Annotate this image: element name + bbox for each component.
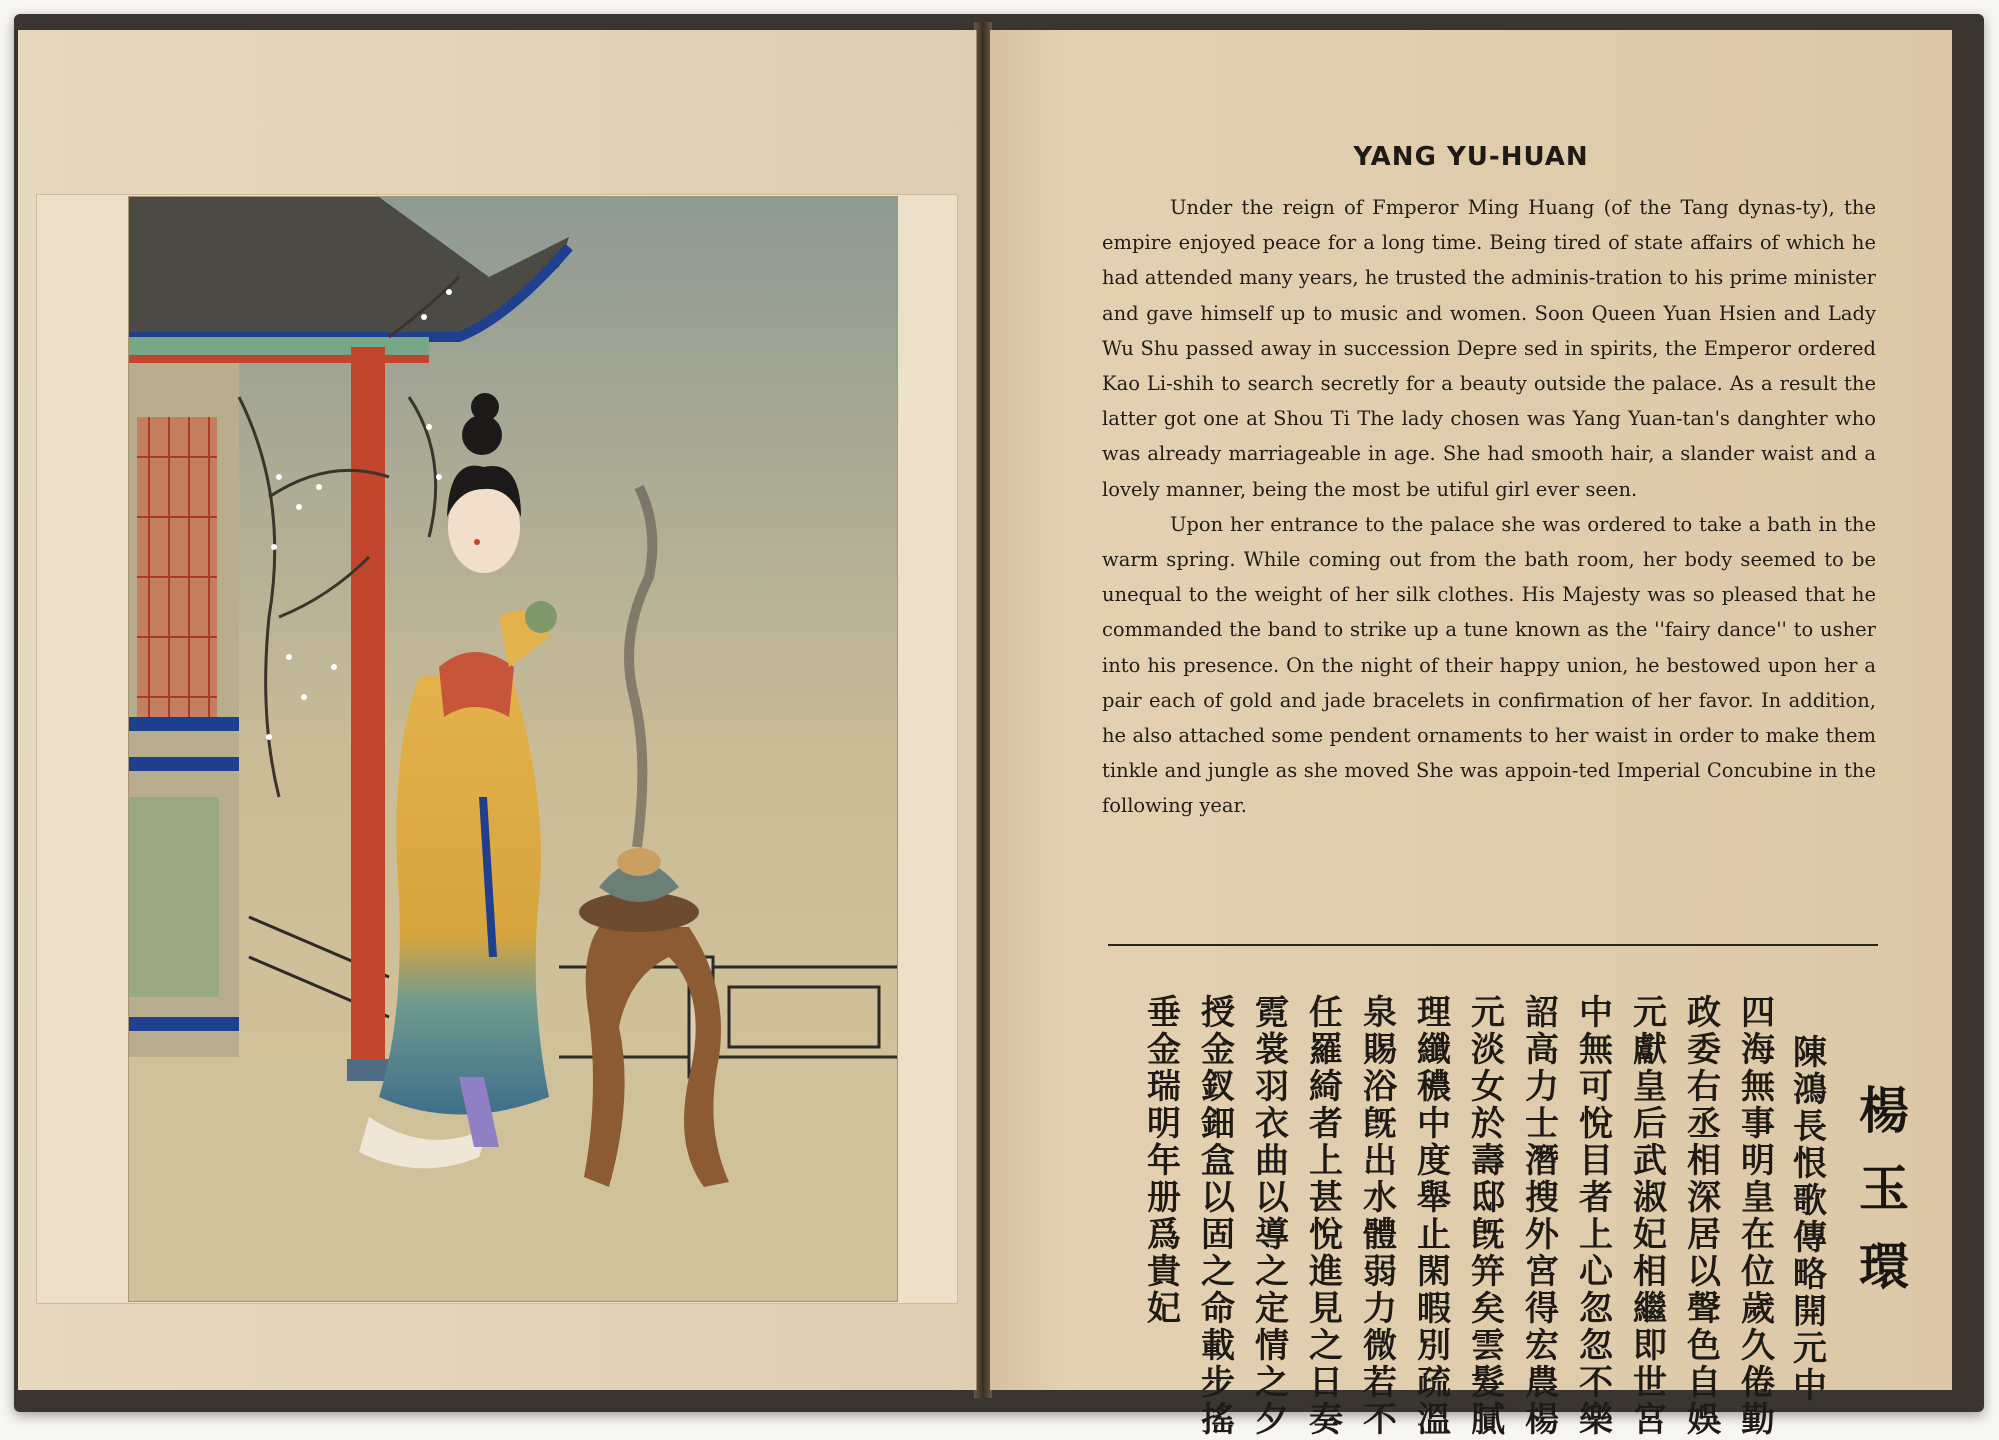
english-paragraph-1: Under the reign of Fmperor Ming Huang (of the Tang dynas-ty), the empire enjoyed peace for a long time. Being tired of state affairs of which he had attended many years, he trusted the adminis-tration to his prime minister and gave himself up to music and women. Soon Queen Yuan Hsien and Lady Wu Shu passed away in succession Depre sed in spirits, the Emperor ordered Kao Li-shih to search secretly for a beauty outside the palace. As a result the latter got one at Shou Ti The lady chosen was Yang Yuan-tan's danghter who was already marriageable in age. She had smooth hair, a slander waist and a lovely manner, being the most be utiful girl ever seen. — [1102, 196, 1876, 501]
chinese-column: 陳鴻長恨歌傳略開元中 — [1793, 1033, 1827, 1406]
chinese-column: 授金釵鈿盒以固之命載步搖 — [1201, 993, 1235, 1440]
chinese-column: 任羅綺者上甚悅進見之日奏 — [1309, 993, 1343, 1440]
right-page — [990, 30, 1952, 1440]
chinese-column: 垂金瑞明年册爲貴妃 — [1147, 993, 1181, 1329]
chinese-column: 四海無事明皇在位歲久倦勤 — [1741, 993, 1775, 1440]
english-text-body — [1102, 190, 1876, 824]
chinese-column: 霓裳羽衣曲以導之定情之夕 — [1255, 993, 1289, 1440]
red-pillar — [351, 347, 385, 1067]
chinese-column: 泉賜浴旣出水體弱力微若不 — [1363, 993, 1397, 1440]
english-title: YANG YU-HUAN — [1353, 142, 1589, 172]
chinese-title: 楊玉環 — [1859, 1082, 1909, 1296]
english-paragraph-2: Upon her entrance to the palace she was ordered to take a bath in the warm spring. While coming out from the bath room, her body seemed to be unequal to the weight of her silk clothes. His Majesty was so pleased that he commanded the band to strike up a tune known as the ''fairy dance'' to usher into his presence. On the night of their happy union, he bestowed upon her a pair each of gold and jade bracelets in confirmation of her favor. In addition, he also attached some pendent ornaments to her waist in order to make them tinkle and jungle as she moved She was appoin-ted Imperial Concubine in the following year. — [1102, 512, 1876, 818]
painting-icon — [128, 196, 898, 1302]
left-page — [18, 30, 977, 1390]
chinese-column: 中無可悅目者上心忽忽不樂 — [1579, 993, 1613, 1440]
section-divider — [1108, 944, 1878, 946]
chinese-column: 詔高力士潛搜外宮得宏農楊 — [1525, 993, 1559, 1440]
chinese-column: 理纖穠中度舉止閑暇別疏溫 — [1417, 993, 1451, 1440]
illustration-svg — [129, 197, 897, 1301]
chinese-column: 元淡女於壽邸旣笄矣雲髮膩 — [1471, 993, 1505, 1440]
chinese-column: 政委右丞相深居以聲色自娛 — [1687, 993, 1721, 1440]
chinese-text-block — [1147, 993, 1880, 1440]
chinese-column: 元獻皇后武淑妃相繼即世宮 — [1633, 993, 1667, 1440]
